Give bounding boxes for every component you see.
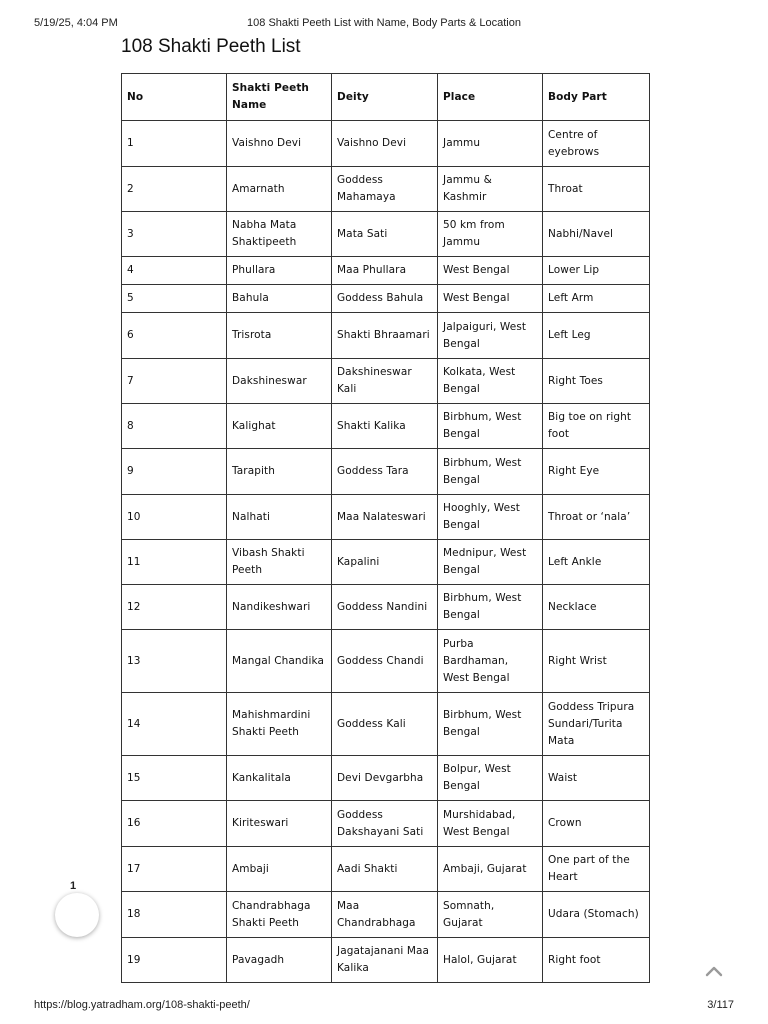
cell-deity: Aadi Shakti	[332, 847, 438, 892]
table-row	[122, 630, 650, 693]
shakti-peeth-table	[121, 73, 650, 983]
page-title: 108 Shakti Peeth List	[121, 36, 301, 57]
cell-place: Murshidabad, West Bengal	[438, 801, 543, 847]
cell-place: Birbhum, West Bengal	[438, 404, 543, 449]
cell-name: Amarnath	[227, 167, 332, 212]
cell-name: Chandrabhaga Shakti Peeth	[227, 892, 332, 938]
cell-deity: Goddess Chandi	[332, 630, 438, 693]
cell-place: Jammu & Kashmir	[438, 167, 543, 212]
cell-name: Kankalitala	[227, 756, 332, 801]
cell-deity: Kapalini	[332, 540, 438, 585]
cell-deity: Dakshineswar Kali	[332, 359, 438, 404]
cell-name: Kiriteswari	[227, 801, 332, 847]
table-row	[122, 585, 650, 630]
cell-no: 11	[122, 540, 227, 585]
table-row	[122, 121, 650, 167]
table-row	[122, 892, 650, 938]
cell-name: Kalighat	[227, 404, 332, 449]
cell-no: 4	[122, 257, 227, 285]
table-row	[122, 313, 650, 359]
cell-body-part: One part of the Heart	[543, 847, 650, 892]
table-row	[122, 257, 650, 285]
table-row	[122, 449, 650, 495]
cell-body-part: Right foot	[543, 938, 650, 983]
cell-body-part: Nabhi/Navel	[543, 212, 650, 257]
print-document-title: 108 Shakti Peeth List with Name, Body Parts & Location	[247, 17, 521, 29]
print-footer	[34, 999, 734, 1013]
cell-deity: Mata Sati	[332, 212, 438, 257]
cell-no: 5	[122, 285, 227, 313]
cell-deity: Shakti Bhraamari	[332, 313, 438, 359]
column-header-place: Place	[438, 74, 543, 121]
column-header-body-part: Body Part	[543, 74, 650, 121]
cell-name: Nandikeshwari	[227, 585, 332, 630]
cell-no: 8	[122, 404, 227, 449]
cell-place: Birbhum, West Bengal	[438, 693, 543, 756]
cell-no: 6	[122, 313, 227, 359]
floating-action-button[interactable]	[55, 893, 99, 937]
cell-deity: Goddess Bahula	[332, 285, 438, 313]
cell-deity: Goddess Kali	[332, 693, 438, 756]
cell-no: 19	[122, 938, 227, 983]
cell-no: 2	[122, 167, 227, 212]
column-header-no: No	[122, 74, 227, 121]
cell-no: 18	[122, 892, 227, 938]
cell-body-part: Lower Lip	[543, 257, 650, 285]
cell-deity: Maa Phullara	[332, 257, 438, 285]
cell-name: Nabha Mata Shaktipeeth	[227, 212, 332, 257]
cell-name: Tarapith	[227, 449, 332, 495]
cell-deity: Goddess Nandini	[332, 585, 438, 630]
cell-body-part: Throat or ‘nala’	[543, 495, 650, 540]
table-row	[122, 359, 650, 404]
cell-body-part: Right Toes	[543, 359, 650, 404]
cell-no: 12	[122, 585, 227, 630]
cell-body-part: Centre of eyebrows	[543, 121, 650, 167]
print-header	[34, 17, 734, 31]
cell-name: Pavagadh	[227, 938, 332, 983]
cell-place: Jammu	[438, 121, 543, 167]
cell-deity: Vaishno Devi	[332, 121, 438, 167]
cell-name: Vaishno Devi	[227, 121, 332, 167]
cell-name: Dakshineswar	[227, 359, 332, 404]
cell-no: 1	[122, 121, 227, 167]
table-header-row	[122, 74, 650, 121]
cell-body-part: Throat	[543, 167, 650, 212]
cell-name: Mangal Chandika	[227, 630, 332, 693]
cell-no: 9	[122, 449, 227, 495]
cell-no: 14	[122, 693, 227, 756]
cell-body-part: Waist	[543, 756, 650, 801]
cell-no: 7	[122, 359, 227, 404]
cell-deity: Devi Devgarbha	[332, 756, 438, 801]
table-row	[122, 938, 650, 983]
cell-body-part: Left Leg	[543, 313, 650, 359]
cell-deity: Maa Chandrabhaga	[332, 892, 438, 938]
cell-place: Bolpur, West Bengal	[438, 756, 543, 801]
scroll-to-top-button[interactable]	[704, 963, 724, 979]
cell-body-part: Udara (Stomach)	[543, 892, 650, 938]
cell-place: Purba Bardhaman, West Bengal	[438, 630, 543, 693]
cell-body-part: Big toe on right foot	[543, 404, 650, 449]
cell-deity: Goddess Dakshayani Sati	[332, 801, 438, 847]
cell-name: Phullara	[227, 257, 332, 285]
cell-no: 13	[122, 630, 227, 693]
cell-body-part: Right Eye	[543, 449, 650, 495]
cell-name: Trisrota	[227, 313, 332, 359]
cell-deity: Goddess Tara	[332, 449, 438, 495]
page-url: https://blog.yatradham.org/108-shakti-peeth/	[34, 999, 250, 1011]
cell-place: Halol, Gujarat	[438, 938, 543, 983]
table-row	[122, 212, 650, 257]
cell-place: Birbhum, West Bengal	[438, 585, 543, 630]
cell-body-part: Right Wrist	[543, 630, 650, 693]
chevron-up-icon	[704, 963, 724, 979]
cell-no: 16	[122, 801, 227, 847]
cell-place: West Bengal	[438, 257, 543, 285]
table-row	[122, 285, 650, 313]
cell-body-part: Left Ankle	[543, 540, 650, 585]
cell-place: Somnath, Gujarat	[438, 892, 543, 938]
table-row	[122, 756, 650, 801]
table-row	[122, 693, 650, 756]
cell-deity: Jagatajanani Maa Kalika	[332, 938, 438, 983]
column-header-deity: Deity	[332, 74, 438, 121]
table-row	[122, 404, 650, 449]
cell-no: 17	[122, 847, 227, 892]
cell-no: 3	[122, 212, 227, 257]
cell-place: 50 km from Jammu	[438, 212, 543, 257]
cell-deity: Goddess Mahamaya	[332, 167, 438, 212]
cell-place: West Bengal	[438, 285, 543, 313]
cell-place: Jalpaiguri, West Bengal	[438, 313, 543, 359]
print-datetime: 5/19/25, 4:04 PM	[34, 17, 118, 29]
cell-body-part: Crown	[543, 801, 650, 847]
cell-deity: Shakti Kalika	[332, 404, 438, 449]
table-row	[122, 167, 650, 212]
table-row	[122, 847, 650, 892]
page-number: 3/117	[707, 999, 734, 1011]
table-row	[122, 540, 650, 585]
cell-no: 10	[122, 495, 227, 540]
cell-deity: Maa Nalateswari	[332, 495, 438, 540]
cell-name: Vibash Shakti Peeth	[227, 540, 332, 585]
cell-place: Kolkata, West Bengal	[438, 359, 543, 404]
cell-name: Bahula	[227, 285, 332, 313]
table-row	[122, 801, 650, 847]
cell-place: Mednipur, West Bengal	[438, 540, 543, 585]
cell-body-part: Necklace	[543, 585, 650, 630]
cell-place: Birbhum, West Bengal	[438, 449, 543, 495]
cell-body-part: Left Arm	[543, 285, 650, 313]
cell-body-part: Goddess Tripura Sundari/Turita Mata	[543, 693, 650, 756]
cell-no: 15	[122, 756, 227, 801]
table-row	[122, 495, 650, 540]
column-header-name: Shakti Peeth Name	[227, 74, 332, 121]
cell-name: Mahishmardini Shakti Peeth	[227, 693, 332, 756]
cell-place: Hooghly, West Bengal	[438, 495, 543, 540]
cell-place: Ambaji, Gujarat	[438, 847, 543, 892]
cell-name: Ambaji	[227, 847, 332, 892]
cell-name: Nalhati	[227, 495, 332, 540]
floating-counter-label: 1	[70, 880, 77, 892]
